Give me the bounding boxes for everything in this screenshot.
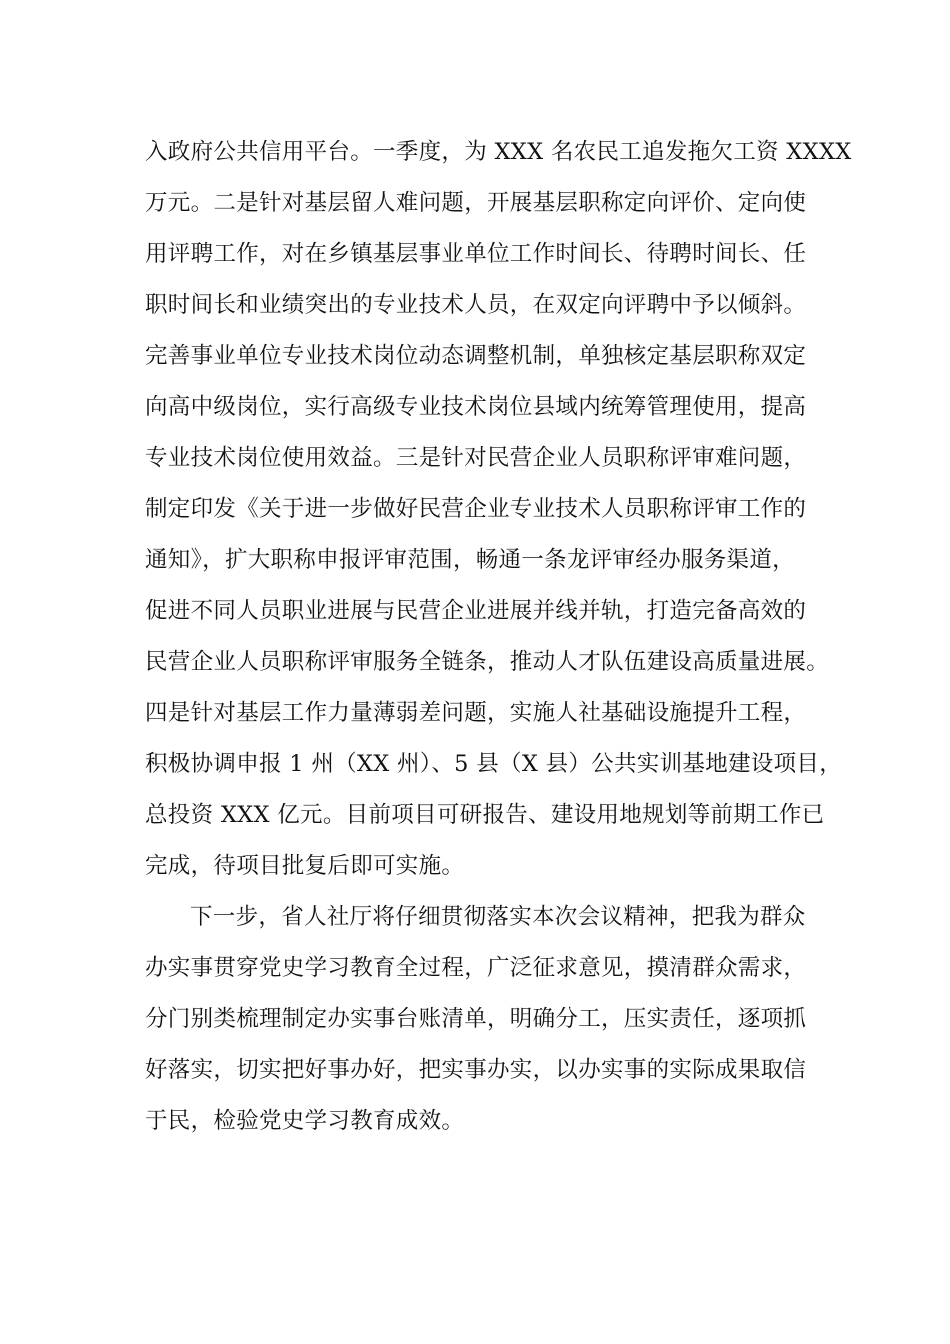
- text-line: 好落实，切实把好事办好，把实事办实，以办实事的实际成果取信: [145, 1057, 807, 1083]
- text-line: 完善事业单位专业技术岗位动态调整机制，单独核定基层职称双定: [145, 343, 807, 369]
- text-line: 积极协调申报 1 州（XX 州）、5 县（X 县）公共实训基地建设项目，: [145, 751, 842, 777]
- text-line: 向高中级岗位，实行高级专业技术岗位县域内统筹管理使用，提高: [145, 394, 807, 420]
- paragraph-first-line: 下一步，省人社厅将仔细贯彻落实本次会议精神，把我为群众: [190, 904, 806, 930]
- text-line: 总投资 XXX 亿元。目前项目可研报告、建设用地规划等前期工作已: [145, 802, 825, 828]
- text-line: 完成，待项目批复后即可实施。: [145, 853, 465, 879]
- body-text: [145, 127, 852, 1147]
- text-line: 四是针对基层工作力量薄弱差问题，实施人社基础设施提升工程，: [145, 700, 807, 726]
- text-line: 办实事贯穿党史学习教育全过程，广泛征求意见，摸清群众需求，: [145, 955, 807, 981]
- text-line: 专业技术岗位使用效益。三是针对民营企业人员职称评审难问题，: [145, 445, 807, 471]
- text-line: 分门别类梳理制定办实事台账清单，明确分工，压实责任，逐项抓: [145, 1006, 807, 1032]
- text-line: 通知》，扩大职称申报评审范围，畅通一条龙评审经办服务渠道，: [145, 547, 795, 573]
- text-line: 促进不同人员职业进展与民营企业进展并线并轨，打造完备高效的: [145, 598, 807, 624]
- text-line: 民营企业人员职称评审服务全链条，推动人才队伍建设高质量进展。: [145, 649, 830, 675]
- text-line: 入政府公共信用平台。一季度，为 XXX 名农民工追发拖欠工资 XXXX: [145, 139, 852, 165]
- text-line: 用评聘工作，对在乡镇基层事业单位工作时间长、待聘时间长、任: [145, 241, 807, 267]
- text-line: 万元。二是针对基层留人难问题，开展基层职称定向评价、定向使: [145, 190, 807, 216]
- text-line: 职时间长和业绩突出的专业技术人员，在双定向评聘中予以倾斜。: [145, 292, 807, 318]
- text-line: 制定印发《关于进一步做好民营企业专业技术人员职称评审工作的: [145, 496, 807, 522]
- text-line: 于民，检验党史学习教育成效。: [145, 1108, 465, 1134]
